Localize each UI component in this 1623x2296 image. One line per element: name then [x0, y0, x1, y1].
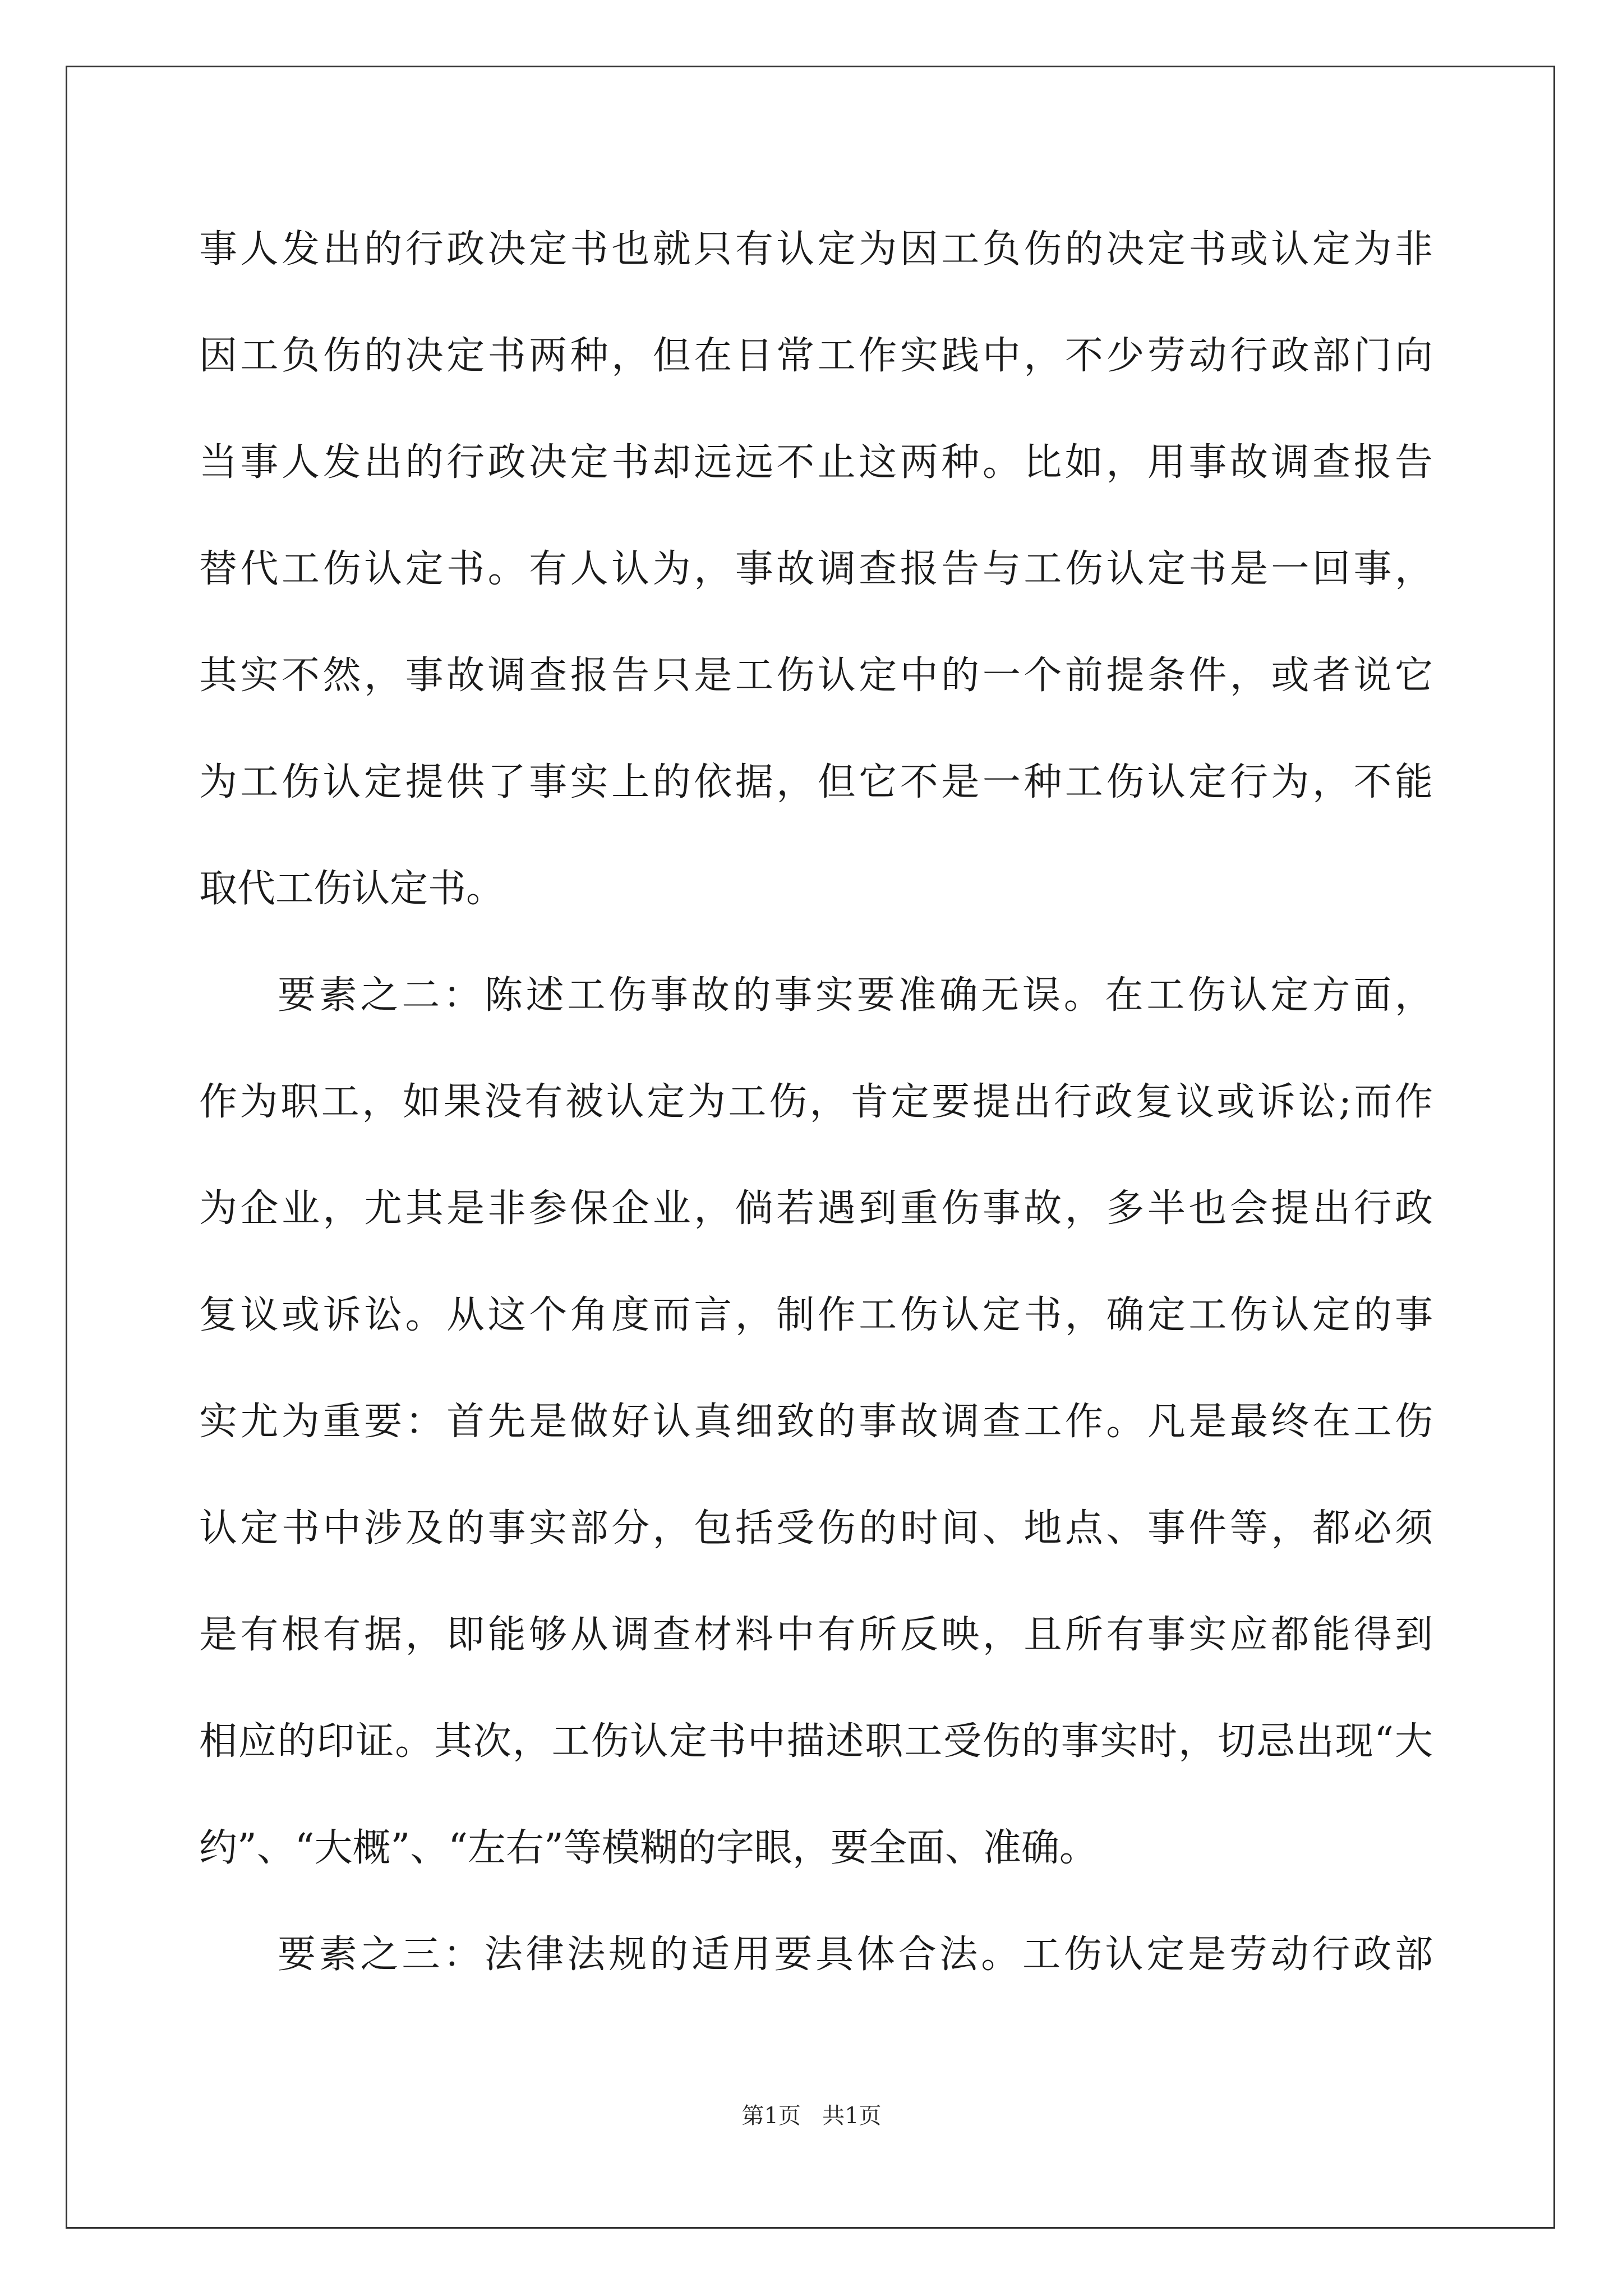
text-line: 当事人发出的行政决定书却远远不止这两种。比如，用事故调查报告 — [199, 440, 1433, 485]
page-total: 共1页 — [822, 2103, 882, 2129]
text-line: 为企业，尤其是非参保企业，倘若遇到重伤事故，多半也会提出行政 — [199, 1186, 1433, 1231]
paragraph-first-line: 要素之三：法律法规的适用要具体合法。工伤认定是劳动行政部 — [278, 1932, 1433, 1977]
text-line: 其实不然，事故调查报告只是工伤认定中的一个前提条件，或者说它 — [199, 654, 1433, 698]
text-line: 事人发出的行政决定书也就只有认定为因工负伤的决定书或认定为非 — [199, 227, 1433, 272]
text-line: 取代工伤认定书。 — [199, 867, 505, 911]
text-line: 为工伤认定提供了事实上的依据，但它不是一种工伤认定行为，不能 — [199, 760, 1433, 804]
text-line: 因工负伤的决定书两种，但在日常工作实践中，不少劳动行政部门向 — [199, 334, 1433, 378]
text-line: 是有根有据，即能够从调查材料中有所反映，且所有事实应都能得到 — [199, 1613, 1433, 1657]
text-line: 实尤为重要：首先是做好认真细致的事故调查工作。凡是最终在工伤 — [199, 1400, 1433, 1444]
text-line: 约”、“大概”、“左右”等模糊的字眼，要全面、准确。 — [199, 1826, 1098, 1870]
page-footer — [0, 2098, 1623, 2130]
text-line: 复议或诉讼。从这个角度而言，制作工伤认定书，确定工伤认定的事 — [199, 1293, 1433, 1337]
text-line: 相应的印证。其次，工伤认定书中描述职工受伤的事实时，切忌出现“大 — [199, 1719, 1433, 1764]
text-line: 认定书中涉及的事实部分，包括受伤的时间、地点、事件等，都必须 — [199, 1506, 1433, 1550]
text-line: 作为职工，如果没有被认定为工伤，肯定要提出行政复议或诉讼;而作 — [199, 1080, 1433, 1124]
text-line: 替代工伤认定书。有人认为，事故调查报告与工伤认定书是一回事， — [199, 547, 1433, 591]
document-body — [199, 196, 1433, 2008]
page-number: 第1页 — [741, 2103, 801, 2129]
paragraph-first-line: 要素之二：陈述工伤事故的事实要准确无误。在工伤认定方面， — [278, 973, 1433, 1018]
